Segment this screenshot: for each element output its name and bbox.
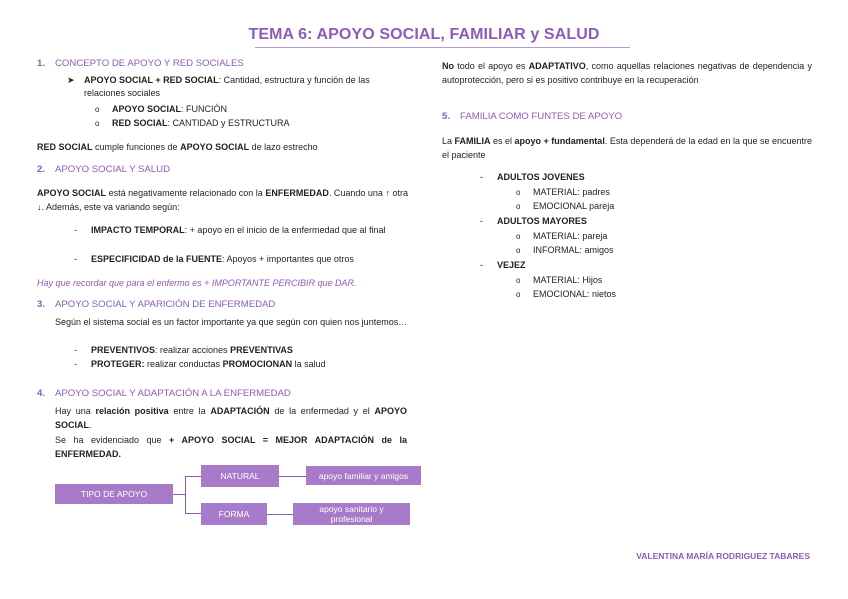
section-5-number: 5.: [442, 111, 451, 122]
family-paragraph: [442, 134, 812, 162]
section-4-number: 4.: [37, 388, 46, 399]
arrow-bullet-icon: ➤: [67, 75, 75, 85]
section-2-title: APOYO SOCIAL Y SALUD: [55, 164, 170, 175]
dash-bullet: -: [74, 359, 77, 369]
s2-p-text-1: está negativamente relacionado con la: [106, 188, 266, 198]
diagram-connector: [279, 476, 306, 477]
group-item-text: MATERIAL: pareja: [533, 231, 608, 241]
section-5-title: FAMILIA COMO FUNTES DE APOYO: [460, 111, 623, 122]
circle-bullet-icon: o: [516, 276, 521, 285]
s4-paragraph-2: [55, 433, 407, 461]
group-item-text: MATERIAL: Hijos: [533, 275, 603, 285]
group-item-text: EMOCIONAL: nietos: [533, 289, 617, 299]
s3-item-1-text: : realizar acciones: [155, 345, 231, 355]
s2-item-1-text: : + apoyo en el inicio de la enfermedad que al final: [184, 225, 386, 235]
s2-p-bold-1: APOYO SOCIAL: [37, 188, 107, 198]
section-5-heading: [442, 110, 622, 124]
section-4-title: APOYO SOCIAL Y ADAPTACIÓN A LA ENFERMEDAD: [55, 388, 291, 399]
s4-p1-text-1: Hay una: [55, 406, 96, 416]
family-p-text-1: La: [442, 136, 455, 146]
circle-bullet-icon: o: [95, 119, 100, 128]
family-p-bold-2: apoyo + fundamental: [514, 136, 605, 146]
circle-bullet-icon: o: [516, 188, 521, 197]
diagram-connector: [173, 494, 185, 495]
dash-bullet: -: [480, 216, 483, 226]
family-p-text-3: . Esta dependerá de la edad en la que se encuentre el paciente: [442, 136, 813, 160]
s3-item-1-bold-2: PREVENTIVAS: [230, 345, 293, 355]
diagram-node-forma: FORMA: [201, 503, 267, 525]
right-p-text-1: todo el apoyo es: [454, 61, 529, 71]
s4-p1-bold-3: APOYO SOCIAL: [55, 406, 407, 430]
group-label-text: ADULTOS MAYORES: [497, 216, 587, 226]
s4-p1-bold-2: ADAPTACIÓN: [210, 406, 270, 416]
s4-p1-text-4: .: [89, 420, 92, 430]
group-item-text: INFORMAL: amigos: [533, 245, 614, 255]
diagram-leaf-natural: apoyo familiar y amigos: [306, 466, 421, 485]
s4-p2-text-1: Se ha evidenciado que: [55, 435, 170, 445]
s1-sub-1-bold: APOYO SOCIAL: [112, 104, 182, 114]
diagram-connector: [185, 476, 201, 477]
s1-p-bold-2: APOYO SOCIAL: [180, 142, 250, 152]
s2-item-2-text: : Apoyos + importantes que otros: [222, 254, 354, 264]
s4-p1-bold-1: relación positiva: [95, 406, 169, 416]
family-p-bold-1: FAMILIA: [454, 136, 491, 146]
dash-bullet: -: [74, 225, 77, 235]
group-label-text: ADULTOS JOVENES: [497, 172, 585, 182]
group-label: [480, 171, 585, 184]
s1-sub-2-text: : CANTIDAD y ESTRUCTURA: [167, 118, 290, 128]
section-1-heading: [37, 57, 244, 71]
s4-p1-text-2: entre la: [168, 406, 211, 416]
s1-p-text-2: de lazo estrecho: [249, 142, 318, 152]
group-label: [480, 259, 526, 272]
circle-bullet-icon: o: [516, 290, 521, 299]
section-4-heading: [37, 387, 291, 401]
page-title: TEMA 6: APOYO SOCIAL, FAMILIAR y SALUD: [248, 26, 600, 43]
group-label-text: VEJEZ: [497, 260, 526, 270]
s3-item-2-bold-2: PROMOCIONAN: [222, 359, 293, 369]
section-1-number: 1.: [37, 58, 46, 69]
group-item-text: EMOCIONAL pareja: [533, 201, 615, 211]
s1-bullet-text: : Cantidad, estructura y función de las relaciones sociales: [84, 75, 370, 98]
title-underline: [255, 47, 630, 48]
dash-bullet: -: [480, 260, 483, 270]
s2-item-2: [74, 253, 409, 266]
group-item-text: MATERIAL: padres: [533, 187, 610, 197]
right-p-bold-2: ADAPTATIVO: [528, 61, 586, 71]
circle-bullet-icon: o: [516, 246, 521, 255]
s2-item-1: [74, 224, 409, 237]
s1-sub-2-bold: RED SOCIAL: [112, 118, 168, 128]
circle-bullet-icon: o: [516, 232, 521, 241]
author-name: VALENTINA MARÍA RODRIGUEZ TABARES: [636, 551, 810, 561]
s4-p2-bold-1: + APOYO SOCIAL = MEJOR ADAPTACIÓN de la ENFERMEDAD.: [55, 435, 407, 459]
group-item: [516, 230, 608, 243]
s2-item-1-bold: IMPACTO TEMPORAL: [91, 225, 185, 235]
s1-p-text-1: cumple funciones de: [92, 142, 181, 152]
circle-bullet-icon: o: [95, 105, 100, 114]
group-item: [516, 288, 617, 301]
s2-paragraph: [37, 186, 408, 214]
right-p-bold-1: No: [442, 61, 454, 71]
family-p-text-2: es el: [490, 136, 515, 146]
s3-item-1-bold: PREVENTIVOS: [91, 345, 156, 355]
s1-bullet: [67, 74, 409, 100]
s2-p-bold-2: ENFERMEDAD: [265, 188, 329, 198]
right-p-text-2: , como aquellas relaciones negativas de dependencia y autoprotección, pero si es positivo contribuye en la recuperación: [442, 61, 812, 85]
s1-sub-1: [95, 103, 228, 116]
s2-item-2-bold: ESPECIFICIDAD de la FUENTE: [91, 254, 223, 264]
section-1-title: CONCEPTO DE APOYO Y RED SOCIALES: [55, 58, 244, 69]
s3-item-2-text: realizar conductas: [144, 359, 223, 369]
s3-item-1: [74, 344, 293, 357]
s4-p1-text-3: de la enfermedad y el: [269, 406, 375, 416]
group-item: [516, 186, 610, 199]
diagram-leaf-forma: apoyo sanitario y profesional: [293, 503, 410, 525]
group-item: [516, 274, 603, 287]
group-label: [480, 215, 587, 228]
section-3-title: APOYO SOCIAL Y APARICIÓN DE ENFERMEDAD: [55, 299, 276, 310]
diagram-node-natural: NATURAL: [201, 465, 279, 487]
diagram-connector: [185, 513, 201, 514]
s3-paragraph: Según el sistema social es un factor importante ya que según con quien nos juntemos…: [55, 317, 408, 327]
dash-bullet: -: [74, 345, 77, 355]
section-3-heading: [37, 298, 275, 312]
section-2-heading: [37, 163, 170, 177]
section-3-number: 3.: [37, 299, 46, 310]
s3-item-2: [74, 358, 326, 371]
dash-bullet: -: [480, 172, 483, 182]
diagram-connector: [267, 514, 293, 515]
section-2-number: 2.: [37, 164, 46, 175]
group-item: [516, 244, 614, 257]
s2-note: Hay que recordar que para el enfermo es + IMPORTANTE PERCIBIR que DAR.: [37, 278, 357, 288]
s1-p-bold-1: RED SOCIAL: [37, 142, 93, 152]
s3-item-2-bold: PROTEGER:: [91, 359, 145, 369]
s1-paragraph: [37, 140, 318, 154]
s4-paragraph-1: [55, 404, 407, 432]
circle-bullet-icon: o: [516, 202, 521, 211]
diagram-root: TIPO DE APOYO: [55, 484, 173, 504]
s3-item-2-text-2: la salud: [292, 359, 326, 369]
dash-bullet: -: [74, 254, 77, 264]
s1-bullet-bold: APOYO SOCIAL + RED SOCIAL: [84, 75, 219, 85]
s1-sub-2: [95, 117, 290, 130]
s1-sub-1-text: : FUNCIÓN: [181, 104, 228, 114]
right-paragraph: [442, 59, 812, 87]
s2-p-text-2: . Cuando una ↑ otra ↓. Además, este va variando según:: [37, 188, 409, 212]
diagram-connector: [185, 476, 186, 513]
group-item: [516, 200, 615, 213]
